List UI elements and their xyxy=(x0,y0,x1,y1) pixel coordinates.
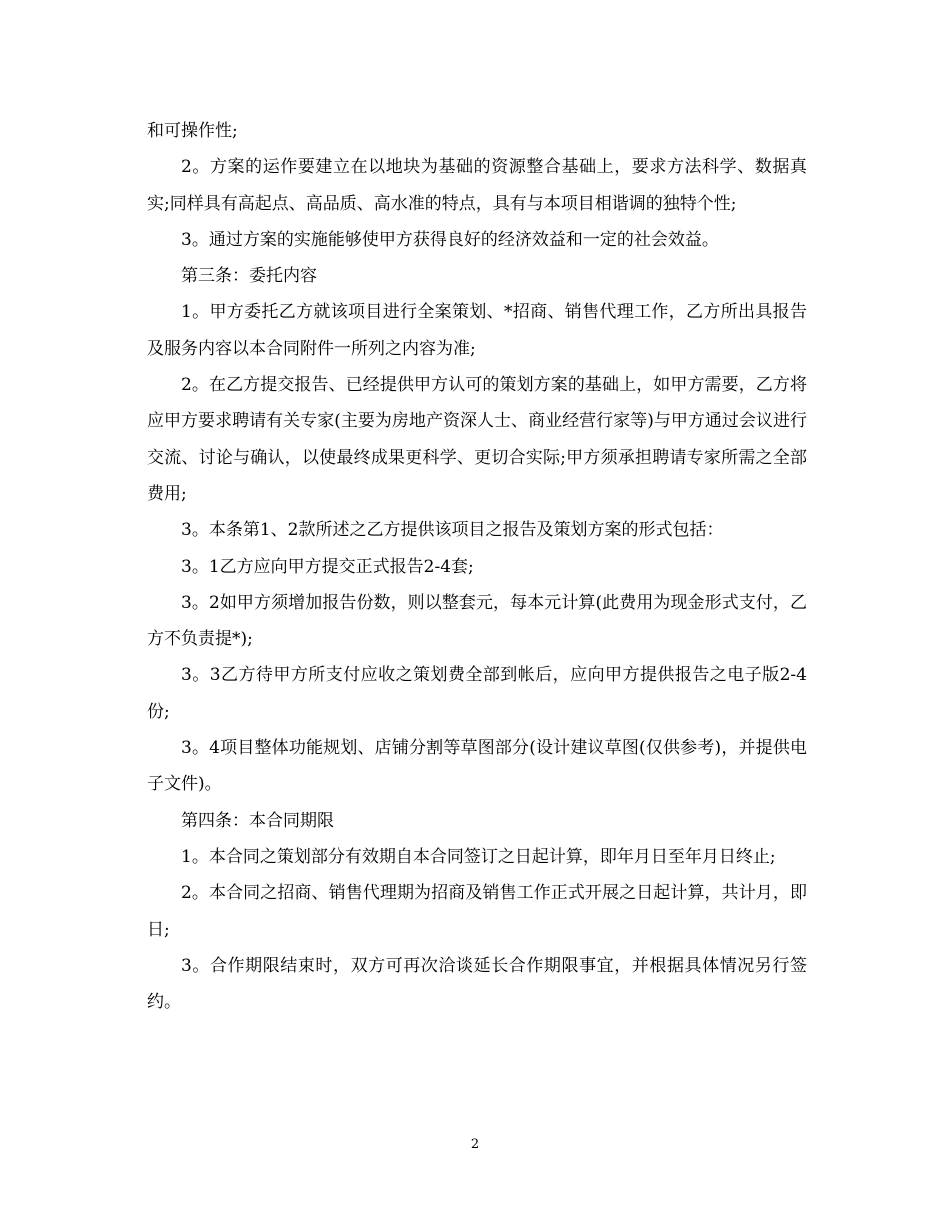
paragraph: 3。通过方案的实施能够使甲方获得良好的经济效益和一定的社会效益。 xyxy=(181,229,719,250)
paragraph: 2。在乙方提交报告、已经提供甲方认可的策划方案的基础上，如甲方需要，乙方将应甲方要求聘请有关专家(主要为房地产资深人士、商业经营行家等)与甲方通过会议进行交流、讨论与确认，以使最终成果更科学、更切合实际;甲方须承担聘请专家所需之全部费用; xyxy=(147,375,807,504)
paragraph: 第四条：本合同期限 xyxy=(181,810,334,831)
document-body xyxy=(147,113,807,1020)
paragraph: 3。本条第1、2款所述之乙方提供该项目之报告及策划方案的形式包括： xyxy=(181,520,724,541)
paragraph: 1。本合同之策划部分有效期自本合同签订之日起计算，即年月日至年月日终止; xyxy=(181,846,776,867)
paragraph: 2。本合同之招商、销售代理期为招商及销售工作正式开展之日起计算，共计月，即日; xyxy=(147,883,807,940)
page-number: 2 xyxy=(470,1137,480,1152)
paragraph: 3。2如甲方须增加报告份数，则以整套元，每本元计算(此费用为现金形式支付，乙方不负责提*); xyxy=(147,592,807,650)
paragraph: 3。3乙方待甲方所支付应收之策划费全部到帐后，应向甲方提供报告之电子版2-4份; xyxy=(147,665,807,722)
paragraph: 第三条：委托内容 xyxy=(181,266,317,287)
paragraph: 3。4项目整体功能规划、店铺分割等草图部分(设计建议草图(仅供参考)，并提供电子文件)。 xyxy=(147,738,807,795)
paragraph: 1。甲方委托乙方就该项目进行全案策划、*招商、销售代理工作，乙方所出具报告及服务内容以本合同附件一所列之内容为准; xyxy=(147,302,807,359)
paragraph: 3。合作期限结束时，双方可再次洽谈延长合作期限事宜，并根据具体情况另行签约。 xyxy=(147,955,807,1013)
paragraph: 和可操作性; xyxy=(147,121,238,141)
paragraph: 3。1乙方应向甲方提交正式报告2-4套; xyxy=(181,556,474,577)
paragraph: 2。方案的运作要建立在以地块为基础的资源整合基础上，要求方法科学、数据真实;同样具有高起点、高品质、高水准的特点，具有与本项目相谐调的独特个性; xyxy=(147,157,807,214)
